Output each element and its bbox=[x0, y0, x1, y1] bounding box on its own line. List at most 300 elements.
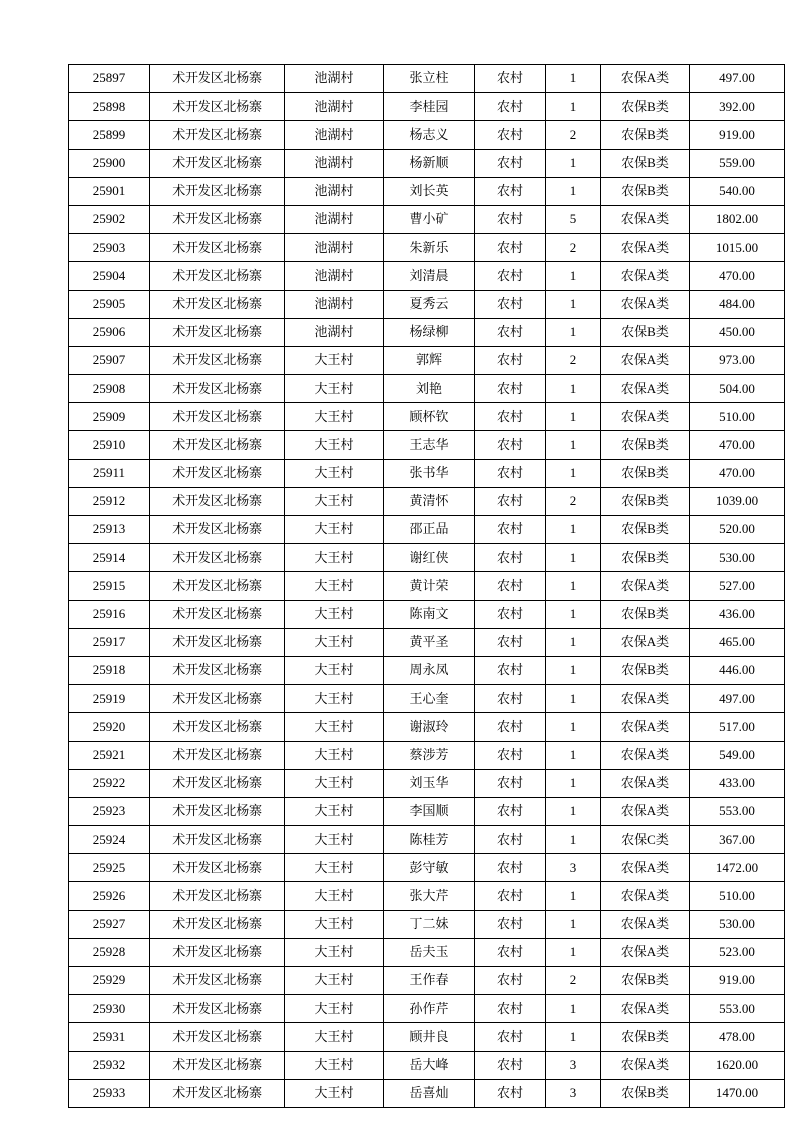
cell-village: 大王村 bbox=[285, 544, 384, 572]
cell-amount: 919.00 bbox=[690, 967, 785, 995]
cell-village: 大王村 bbox=[285, 572, 384, 600]
cell-amount: 436.00 bbox=[690, 600, 785, 628]
cell-name: 李国顺 bbox=[384, 797, 475, 825]
cell-household-type: 农村 bbox=[475, 205, 546, 233]
cell-area: 术开发区北杨寨 bbox=[150, 882, 285, 910]
cell-amount: 527.00 bbox=[690, 572, 785, 600]
cell-people: 1 bbox=[546, 1023, 601, 1051]
cell-household-type: 农村 bbox=[475, 177, 546, 205]
cell-id: 25928 bbox=[69, 938, 150, 966]
cell-amount: 530.00 bbox=[690, 544, 785, 572]
cell-amount: 504.00 bbox=[690, 375, 785, 403]
cell-id: 25926 bbox=[69, 882, 150, 910]
cell-id: 25921 bbox=[69, 741, 150, 769]
cell-amount: 433.00 bbox=[690, 769, 785, 797]
table-row bbox=[69, 769, 785, 797]
cell-id: 25915 bbox=[69, 572, 150, 600]
cell-people: 1 bbox=[546, 262, 601, 290]
cell-name: 张立柱 bbox=[384, 65, 475, 93]
cell-category: 农保B类 bbox=[601, 1023, 690, 1051]
cell-id: 25907 bbox=[69, 346, 150, 374]
cell-area: 术开发区北杨寨 bbox=[150, 656, 285, 684]
cell-category: 农保B类 bbox=[601, 431, 690, 459]
cell-area: 术开发区北杨寨 bbox=[150, 1051, 285, 1079]
cell-area: 术开发区北杨寨 bbox=[150, 375, 285, 403]
cell-village: 大王村 bbox=[285, 403, 384, 431]
cell-category: 农保B类 bbox=[601, 459, 690, 487]
table-row bbox=[69, 995, 785, 1023]
cell-name: 郭辉 bbox=[384, 346, 475, 374]
cell-household-type: 农村 bbox=[475, 1023, 546, 1051]
table-row bbox=[69, 65, 785, 93]
cell-amount: 919.00 bbox=[690, 121, 785, 149]
cell-people: 1 bbox=[546, 431, 601, 459]
cell-category: 农保A类 bbox=[601, 685, 690, 713]
cell-area: 术开发区北杨寨 bbox=[150, 713, 285, 741]
cell-people: 1 bbox=[546, 177, 601, 205]
cell-village: 大王村 bbox=[285, 375, 384, 403]
cell-category: 农保A类 bbox=[601, 769, 690, 797]
cell-village: 大王村 bbox=[285, 516, 384, 544]
table-row bbox=[69, 656, 785, 684]
table-row bbox=[69, 403, 785, 431]
cell-area: 术开发区北杨寨 bbox=[150, 516, 285, 544]
cell-village: 大王村 bbox=[285, 938, 384, 966]
cell-amount: 523.00 bbox=[690, 938, 785, 966]
cell-village: 大王村 bbox=[285, 346, 384, 374]
cell-id: 25909 bbox=[69, 403, 150, 431]
cell-village: 大王村 bbox=[285, 685, 384, 713]
cell-people: 1 bbox=[546, 375, 601, 403]
table-row bbox=[69, 572, 785, 600]
table-row bbox=[69, 290, 785, 318]
cell-id: 25919 bbox=[69, 685, 150, 713]
cell-area: 术开发区北杨寨 bbox=[150, 459, 285, 487]
cell-people: 1 bbox=[546, 290, 601, 318]
cell-area: 术开发区北杨寨 bbox=[150, 938, 285, 966]
cell-village: 大王村 bbox=[285, 600, 384, 628]
table-row bbox=[69, 685, 785, 713]
table-row bbox=[69, 516, 785, 544]
cell-amount: 1015.00 bbox=[690, 234, 785, 262]
table-row bbox=[69, 93, 785, 121]
cell-category: 农保A类 bbox=[601, 741, 690, 769]
cell-people: 1 bbox=[546, 403, 601, 431]
cell-area: 术开发区北杨寨 bbox=[150, 205, 285, 233]
cell-village: 大王村 bbox=[285, 910, 384, 938]
cell-id: 25900 bbox=[69, 149, 150, 177]
cell-village: 池湖村 bbox=[285, 93, 384, 121]
cell-people: 1 bbox=[546, 628, 601, 656]
cell-area: 术开发区北杨寨 bbox=[150, 262, 285, 290]
cell-name: 杨志义 bbox=[384, 121, 475, 149]
cell-name: 刘长英 bbox=[384, 177, 475, 205]
cell-people: 2 bbox=[546, 967, 601, 995]
cell-household-type: 农村 bbox=[475, 290, 546, 318]
cell-amount: 1470.00 bbox=[690, 1079, 785, 1107]
cell-people: 1 bbox=[546, 65, 601, 93]
table-row bbox=[69, 205, 785, 233]
cell-category: 农保B类 bbox=[601, 544, 690, 572]
table-row bbox=[69, 177, 785, 205]
cell-village: 大王村 bbox=[285, 854, 384, 882]
cell-area: 术开发区北杨寨 bbox=[150, 797, 285, 825]
cell-people: 1 bbox=[546, 938, 601, 966]
cell-category: 农保A类 bbox=[601, 910, 690, 938]
table-row bbox=[69, 628, 785, 656]
cell-id: 25901 bbox=[69, 177, 150, 205]
cell-name: 周永凤 bbox=[384, 656, 475, 684]
cell-amount: 517.00 bbox=[690, 713, 785, 741]
cell-id: 25908 bbox=[69, 375, 150, 403]
cell-category: 农保B类 bbox=[601, 967, 690, 995]
cell-area: 术开发区北杨寨 bbox=[150, 854, 285, 882]
cell-id: 25924 bbox=[69, 826, 150, 854]
cell-people: 3 bbox=[546, 1051, 601, 1079]
cell-household-type: 农村 bbox=[475, 1051, 546, 1079]
cell-id: 25897 bbox=[69, 65, 150, 93]
cell-id: 25910 bbox=[69, 431, 150, 459]
cell-amount: 530.00 bbox=[690, 910, 785, 938]
cell-village: 池湖村 bbox=[285, 234, 384, 262]
cell-village: 大王村 bbox=[285, 797, 384, 825]
cell-name: 陈南文 bbox=[384, 600, 475, 628]
cell-village: 池湖村 bbox=[285, 65, 384, 93]
cell-people: 1 bbox=[546, 826, 601, 854]
cell-household-type: 农村 bbox=[475, 938, 546, 966]
cell-category: 农保A类 bbox=[601, 262, 690, 290]
cell-household-type: 农村 bbox=[475, 487, 546, 515]
cell-household-type: 农村 bbox=[475, 1079, 546, 1107]
cell-category: 农保B类 bbox=[601, 516, 690, 544]
cell-area: 术开发区北杨寨 bbox=[150, 346, 285, 374]
cell-household-type: 农村 bbox=[475, 262, 546, 290]
cell-village: 大王村 bbox=[285, 1051, 384, 1079]
cell-name: 顾杯钦 bbox=[384, 403, 475, 431]
cell-village: 池湖村 bbox=[285, 149, 384, 177]
cell-id: 25913 bbox=[69, 516, 150, 544]
cell-category: 农保A类 bbox=[601, 234, 690, 262]
cell-area: 术开发区北杨寨 bbox=[150, 431, 285, 459]
cell-village: 大王村 bbox=[285, 431, 384, 459]
cell-category: 农保A类 bbox=[601, 572, 690, 600]
cell-id: 25927 bbox=[69, 910, 150, 938]
cell-people: 1 bbox=[546, 769, 601, 797]
table-row bbox=[69, 1023, 785, 1051]
cell-amount: 559.00 bbox=[690, 149, 785, 177]
cell-household-type: 农村 bbox=[475, 854, 546, 882]
table-row bbox=[69, 346, 785, 374]
cell-category: 农保A类 bbox=[601, 65, 690, 93]
table-row bbox=[69, 713, 785, 741]
cell-id: 25925 bbox=[69, 854, 150, 882]
cell-household-type: 农村 bbox=[475, 431, 546, 459]
cell-id: 25930 bbox=[69, 995, 150, 1023]
cell-people: 1 bbox=[546, 516, 601, 544]
cell-amount: 484.00 bbox=[690, 290, 785, 318]
cell-amount: 470.00 bbox=[690, 459, 785, 487]
cell-village: 大王村 bbox=[285, 995, 384, 1023]
cell-id: 25933 bbox=[69, 1079, 150, 1107]
cell-household-type: 农村 bbox=[475, 995, 546, 1023]
table-body bbox=[69, 65, 785, 1108]
table-row bbox=[69, 1051, 785, 1079]
cell-id: 25917 bbox=[69, 628, 150, 656]
cell-household-type: 农村 bbox=[475, 544, 546, 572]
cell-category: 农保A类 bbox=[601, 346, 690, 374]
cell-name: 王作春 bbox=[384, 967, 475, 995]
table-row bbox=[69, 826, 785, 854]
cell-village: 大王村 bbox=[285, 628, 384, 656]
cell-name: 岳喜灿 bbox=[384, 1079, 475, 1107]
cell-people: 3 bbox=[546, 854, 601, 882]
cell-area: 术开发区北杨寨 bbox=[150, 967, 285, 995]
table-row bbox=[69, 262, 785, 290]
cell-amount: 540.00 bbox=[690, 177, 785, 205]
cell-amount: 549.00 bbox=[690, 741, 785, 769]
cell-category: 农保B类 bbox=[601, 656, 690, 684]
cell-id: 25906 bbox=[69, 318, 150, 346]
cell-people: 1 bbox=[546, 93, 601, 121]
table-row bbox=[69, 967, 785, 995]
cell-name: 张大芹 bbox=[384, 882, 475, 910]
cell-area: 术开发区北杨寨 bbox=[150, 149, 285, 177]
cell-amount: 1039.00 bbox=[690, 487, 785, 515]
cell-category: 农保A类 bbox=[601, 403, 690, 431]
table-row bbox=[69, 544, 785, 572]
cell-village: 池湖村 bbox=[285, 177, 384, 205]
cell-id: 25918 bbox=[69, 656, 150, 684]
cell-area: 术开发区北杨寨 bbox=[150, 403, 285, 431]
cell-name: 岳夫玉 bbox=[384, 938, 475, 966]
cell-people: 1 bbox=[546, 882, 601, 910]
cell-village: 大王村 bbox=[285, 656, 384, 684]
table-row bbox=[69, 459, 785, 487]
table-row bbox=[69, 882, 785, 910]
cell-area: 术开发区北杨寨 bbox=[150, 572, 285, 600]
cell-household-type: 农村 bbox=[475, 882, 546, 910]
cell-household-type: 农村 bbox=[475, 572, 546, 600]
cell-name: 顾井良 bbox=[384, 1023, 475, 1051]
cell-id: 25922 bbox=[69, 769, 150, 797]
cell-category: 农保B类 bbox=[601, 177, 690, 205]
cell-area: 术开发区北杨寨 bbox=[150, 600, 285, 628]
cell-name: 李桂园 bbox=[384, 93, 475, 121]
cell-category: 农保B类 bbox=[601, 1079, 690, 1107]
cell-village: 大王村 bbox=[285, 769, 384, 797]
cell-id: 25905 bbox=[69, 290, 150, 318]
cell-area: 术开发区北杨寨 bbox=[150, 234, 285, 262]
cell-village: 大王村 bbox=[285, 1023, 384, 1051]
cell-amount: 520.00 bbox=[690, 516, 785, 544]
cell-area: 术开发区北杨寨 bbox=[150, 487, 285, 515]
cell-category: 农保C类 bbox=[601, 826, 690, 854]
cell-name: 刘艳 bbox=[384, 375, 475, 403]
cell-amount: 510.00 bbox=[690, 403, 785, 431]
cell-name: 谢淑玲 bbox=[384, 713, 475, 741]
cell-id: 25914 bbox=[69, 544, 150, 572]
cell-household-type: 农村 bbox=[475, 375, 546, 403]
cell-area: 术开发区北杨寨 bbox=[150, 177, 285, 205]
cell-name: 彭守敏 bbox=[384, 854, 475, 882]
cell-household-type: 农村 bbox=[475, 826, 546, 854]
cell-people: 1 bbox=[546, 713, 601, 741]
cell-name: 张书华 bbox=[384, 459, 475, 487]
cell-id: 25929 bbox=[69, 967, 150, 995]
table-row bbox=[69, 741, 785, 769]
table-row bbox=[69, 375, 785, 403]
cell-people: 1 bbox=[546, 656, 601, 684]
cell-name: 刘清晨 bbox=[384, 262, 475, 290]
cell-name: 王志华 bbox=[384, 431, 475, 459]
cell-category: 农保A类 bbox=[601, 205, 690, 233]
table-row bbox=[69, 149, 785, 177]
cell-id: 25916 bbox=[69, 600, 150, 628]
table-row bbox=[69, 234, 785, 262]
cell-name: 陈桂芳 bbox=[384, 826, 475, 854]
cell-category: 农保A类 bbox=[601, 995, 690, 1023]
cell-household-type: 农村 bbox=[475, 93, 546, 121]
cell-amount: 553.00 bbox=[690, 797, 785, 825]
cell-area: 术开发区北杨寨 bbox=[150, 121, 285, 149]
cell-village: 大王村 bbox=[285, 487, 384, 515]
cell-amount: 470.00 bbox=[690, 262, 785, 290]
cell-people: 3 bbox=[546, 1079, 601, 1107]
cell-village: 池湖村 bbox=[285, 205, 384, 233]
cell-name: 曹小矿 bbox=[384, 205, 475, 233]
table-row bbox=[69, 910, 785, 938]
cell-id: 25902 bbox=[69, 205, 150, 233]
cell-category: 农保A类 bbox=[601, 797, 690, 825]
cell-household-type: 农村 bbox=[475, 967, 546, 995]
cell-category: 农保A类 bbox=[601, 375, 690, 403]
cell-household-type: 农村 bbox=[475, 516, 546, 544]
cell-household-type: 农村 bbox=[475, 346, 546, 374]
table-row bbox=[69, 487, 785, 515]
cell-name: 黄计荣 bbox=[384, 572, 475, 600]
cell-people: 1 bbox=[546, 544, 601, 572]
cell-name: 朱新乐 bbox=[384, 234, 475, 262]
cell-amount: 973.00 bbox=[690, 346, 785, 374]
cell-category: 农保A类 bbox=[601, 1051, 690, 1079]
cell-village: 大王村 bbox=[285, 741, 384, 769]
cell-category: 农保A类 bbox=[601, 290, 690, 318]
cell-id: 25911 bbox=[69, 459, 150, 487]
cell-amount: 478.00 bbox=[690, 1023, 785, 1051]
cell-area: 术开发区北杨寨 bbox=[150, 628, 285, 656]
cell-area: 术开发区北杨寨 bbox=[150, 93, 285, 121]
cell-id: 25931 bbox=[69, 1023, 150, 1051]
cell-people: 2 bbox=[546, 234, 601, 262]
cell-id: 25932 bbox=[69, 1051, 150, 1079]
cell-area: 术开发区北杨寨 bbox=[150, 544, 285, 572]
cell-household-type: 农村 bbox=[475, 318, 546, 346]
cell-people: 2 bbox=[546, 346, 601, 374]
cell-name: 王心奎 bbox=[384, 685, 475, 713]
cell-amount: 392.00 bbox=[690, 93, 785, 121]
cell-amount: 446.00 bbox=[690, 656, 785, 684]
cell-area: 术开发区北杨寨 bbox=[150, 769, 285, 797]
cell-people: 1 bbox=[546, 572, 601, 600]
cell-people: 2 bbox=[546, 487, 601, 515]
table-row bbox=[69, 121, 785, 149]
cell-name: 黄清怀 bbox=[384, 487, 475, 515]
table-row bbox=[69, 600, 785, 628]
cell-people: 1 bbox=[546, 459, 601, 487]
subsidy-table bbox=[68, 64, 785, 1108]
cell-area: 术开发区北杨寨 bbox=[150, 290, 285, 318]
cell-people: 1 bbox=[546, 797, 601, 825]
cell-household-type: 农村 bbox=[475, 713, 546, 741]
cell-household-type: 农村 bbox=[475, 910, 546, 938]
cell-village: 池湖村 bbox=[285, 262, 384, 290]
cell-village: 池湖村 bbox=[285, 121, 384, 149]
table-row bbox=[69, 938, 785, 966]
cell-village: 大王村 bbox=[285, 826, 384, 854]
cell-name: 蔡涉芳 bbox=[384, 741, 475, 769]
cell-amount: 367.00 bbox=[690, 826, 785, 854]
cell-category: 农保B类 bbox=[601, 149, 690, 177]
cell-name: 杨新顺 bbox=[384, 149, 475, 177]
table-row bbox=[69, 797, 785, 825]
cell-id: 25923 bbox=[69, 797, 150, 825]
cell-area: 术开发区北杨寨 bbox=[150, 65, 285, 93]
cell-name: 谢红侠 bbox=[384, 544, 475, 572]
cell-area: 术开发区北杨寨 bbox=[150, 995, 285, 1023]
cell-area: 术开发区北杨寨 bbox=[150, 910, 285, 938]
cell-name: 孙作芹 bbox=[384, 995, 475, 1023]
cell-id: 25899 bbox=[69, 121, 150, 149]
cell-household-type: 农村 bbox=[475, 797, 546, 825]
cell-amount: 510.00 bbox=[690, 882, 785, 910]
cell-household-type: 农村 bbox=[475, 121, 546, 149]
cell-name: 黄平圣 bbox=[384, 628, 475, 656]
cell-area: 术开发区北杨寨 bbox=[150, 1079, 285, 1107]
cell-household-type: 农村 bbox=[475, 149, 546, 177]
cell-household-type: 农村 bbox=[475, 741, 546, 769]
cell-category: 农保B类 bbox=[601, 487, 690, 515]
cell-category: 农保B类 bbox=[601, 121, 690, 149]
cell-area: 术开发区北杨寨 bbox=[150, 826, 285, 854]
cell-id: 25903 bbox=[69, 234, 150, 262]
cell-amount: 553.00 bbox=[690, 995, 785, 1023]
cell-name: 杨绿柳 bbox=[384, 318, 475, 346]
cell-id: 25898 bbox=[69, 93, 150, 121]
cell-people: 1 bbox=[546, 910, 601, 938]
cell-people: 2 bbox=[546, 121, 601, 149]
cell-name: 岳大峰 bbox=[384, 1051, 475, 1079]
table-row bbox=[69, 854, 785, 882]
cell-amount: 450.00 bbox=[690, 318, 785, 346]
cell-area: 术开发区北杨寨 bbox=[150, 318, 285, 346]
cell-category: 农保A类 bbox=[601, 882, 690, 910]
cell-household-type: 农村 bbox=[475, 459, 546, 487]
cell-household-type: 农村 bbox=[475, 403, 546, 431]
cell-name: 丁二妹 bbox=[384, 910, 475, 938]
cell-village: 大王村 bbox=[285, 1079, 384, 1107]
cell-amount: 497.00 bbox=[690, 685, 785, 713]
cell-household-type: 农村 bbox=[475, 234, 546, 262]
cell-village: 池湖村 bbox=[285, 290, 384, 318]
cell-amount: 1472.00 bbox=[690, 854, 785, 882]
cell-amount: 497.00 bbox=[690, 65, 785, 93]
cell-village: 大王村 bbox=[285, 713, 384, 741]
cell-village: 池湖村 bbox=[285, 318, 384, 346]
cell-category: 农保A类 bbox=[601, 938, 690, 966]
table-row bbox=[69, 1079, 785, 1107]
cell-people: 1 bbox=[546, 685, 601, 713]
cell-household-type: 农村 bbox=[475, 685, 546, 713]
